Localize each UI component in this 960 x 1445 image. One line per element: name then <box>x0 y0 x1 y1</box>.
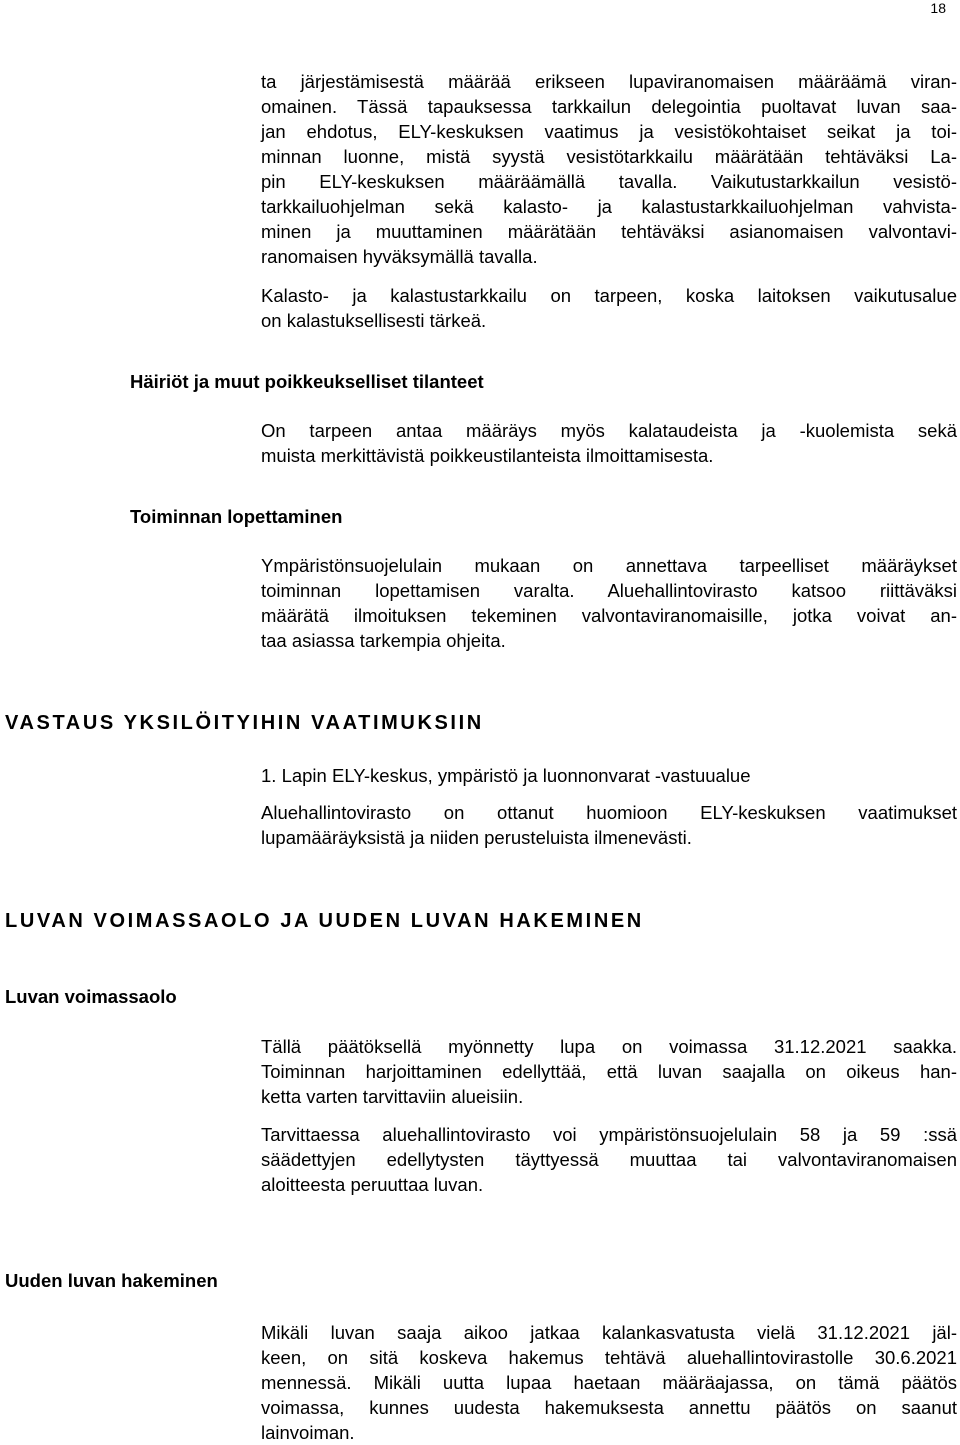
text-line: ketta varten tarvittaviin alueisiin. <box>261 1086 524 1107</box>
section-heading-luvan: LUVAN VOIMASSAOLO JA UUDEN LUVAN HAKEMINEN <box>5 910 644 932</box>
paragraph-lapin-ely: 1. Lapin ELY-keskus, ympäristö ja luonnonvarat -vastuualue <box>261 765 751 786</box>
text-line: on kalastuksellisesti tärkeä. <box>261 310 487 331</box>
paragraph-huomioon <box>261 800 957 850</box>
paragraph-voimassa <box>261 1034 957 1109</box>
text-line: voimassa, kunnes uudesta hakemuksesta annettu päätös on saanut <box>261 1397 957 1418</box>
text-line: tarkkailuohjelman sekä kalasto- ja kalastustarkkailuohjelman vahvista- <box>261 196 957 217</box>
section-heading-vastaus: VASTAUS YKSILÖITYIHIN VAATIMUKSIIN <box>5 712 484 734</box>
text-line: lainvoiman. <box>261 1422 355 1443</box>
text-line: ta järjestämisestä määrää erikseen lupaviranomaisen määräämä viran- <box>261 71 957 92</box>
paragraph-jatkaa <box>261 1320 957 1445</box>
text-line: minnan luonne, mistä syystä vesistötarkkailu määrätään tehtäväksi La- <box>261 146 957 167</box>
text-line: Mikäli luvan saaja aikoo jatkaa kalankasvatusta vielä 31.12.2021 jäl- <box>261 1322 957 1343</box>
subheading-lopettaminen: Toiminnan lopettaminen <box>130 506 343 527</box>
text-line: mennessä. Mikäli uutta lupaa haetaan määräajassa, on tämä päätös <box>261 1372 957 1393</box>
text-line: pin ELY-keskuksen määräämällä tavalla. Vaikutustarkkailun vesistö- <box>261 171 957 192</box>
text-line: Ympäristönsuojelulain mukaan on annettava tarpeelliset määräykset <box>261 555 957 576</box>
paragraph-kalastotarkkailu <box>261 283 957 333</box>
text-line: lupamääräyksistä ja niiden perusteluista ilmenevästi. <box>261 827 692 848</box>
paragraph-lopettaminen <box>261 553 957 653</box>
text-line: Toiminnan harjoittaminen edellyttää, että luvan saajalla on oikeus han- <box>261 1061 957 1082</box>
text-line: muista merkittävistä poikkeustilanteista ilmoittamisesta. <box>261 445 714 466</box>
text-line: minen ja muuttaminen määrätään tehtäväksi asianomaisen valvontavi- <box>261 221 957 242</box>
text-line: taa asiassa tarkempia ohjeita. <box>261 630 506 651</box>
paragraph-tarvittaessa <box>261 1122 957 1197</box>
paragraph-poikkeustilanteet <box>261 418 957 468</box>
text-line: omainen. Tässä tapauksessa tarkkailun delegointia puoltavat luvan saa- <box>261 96 957 117</box>
text-line: määrätä ilmoituksen tekeminen valvontaviranomaisille, jotka voivat an- <box>261 605 957 626</box>
text-line: keen, on sitä koskeva hakemus tehtävä aluehallintovirastolle 30.6.2021 <box>261 1347 957 1368</box>
subheading-hakeminen: Uuden luvan hakeminen <box>5 1270 218 1291</box>
text-line: Aluehallintovirasto on ottanut huomioon ELY-keskuksen vaatimukset <box>261 802 957 823</box>
text-line: jan ehdotus, ELY-keskuksen vaatimus ja vesistökohtaiset seikat ja toi- <box>261 121 957 142</box>
paragraph-tarkkailu <box>261 69 957 269</box>
text-line: Tällä päätöksellä myönnetty lupa on voimassa 31.12.2021 saakka. <box>261 1036 957 1057</box>
text-line: On tarpeen antaa määräys myös kalataudeista ja -kuolemista sekä <box>261 420 957 441</box>
text-line: Tarvittaessa aluehallintovirasto voi ympäristönsuojelulain 58 ja 59 :ssä <box>261 1124 957 1145</box>
subheading-hairiot: Häiriöt ja muut poikkeukselliset tilanteet <box>130 371 484 392</box>
text-line: säädettyjen edellytysten täyttyessä muuttaa tai valvontaviranomaisen <box>261 1149 957 1170</box>
page-number: 18 <box>930 0 946 16</box>
text-line: ranomaisen hyväksymällä tavalla. <box>261 246 538 267</box>
text-line: aloitteesta peruuttaa luvan. <box>261 1174 484 1195</box>
text-line: Kalasto- ja kalastustarkkailu on tarpeen, koska laitoksen vaikutusalue <box>261 285 957 306</box>
text-line: toiminnan lopettamisen varalta. Aluehallintovirasto katsoo riittäväksi <box>261 580 957 601</box>
subheading-voimassaolo: Luvan voimassaolo <box>5 986 177 1007</box>
